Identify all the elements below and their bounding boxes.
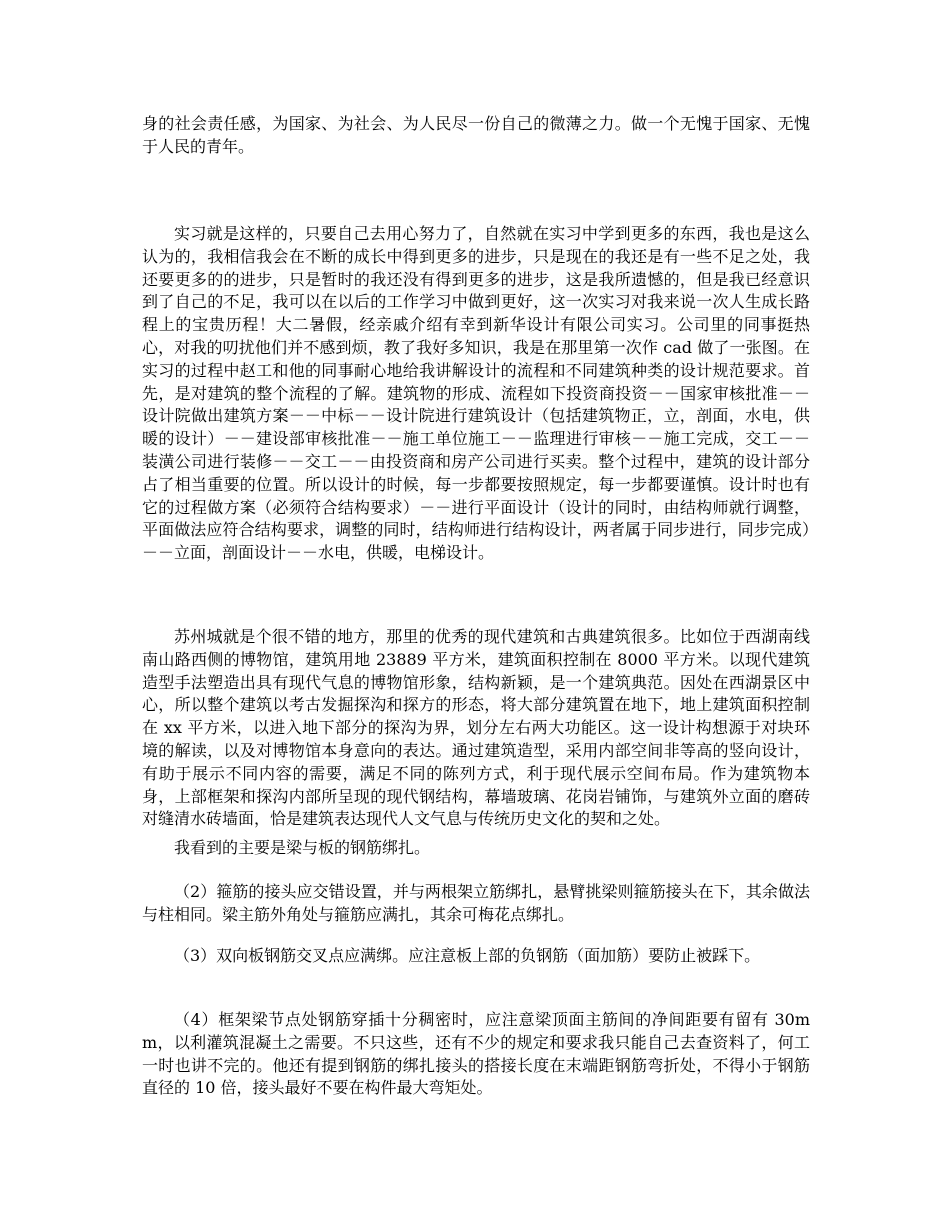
paragraph-continuation: 身的社会责任感，为国家、为社会、为人民尽一份自己的微薄之力。做一个无愧于国家、无愧于人民的青年。 [142, 114, 810, 156]
paragraph-rebar-intro: 我看到的主要是梁与板的钢筋绑扎。 [174, 838, 431, 857]
paragraph-item-2: （2）箍筋的接头应交错设置，并与两根架立筋绑扎，悬臂挑梁则箍筋接头在下，其余做法与柱相同。梁主筋外角处与箍筋应满扎，其余可梅花点绑扎。 [142, 882, 810, 924]
paragraph-internship: 实习就是这样的，只要自己去用心努力了，自然就在实习中学到更多的东西，我也是这么认为的，我相信我会在不断的成长中得到更多的进步，只是现在的我还是有一些不足之处，我还要更多的的进步，只是暂时的我还没有得到更多的进步，这是我所遗憾的，但是我已经意识到了自己的不足，我可以在以后的工作学习中做到更好，这一次实习对我来说一次人生成长路程上的宝贵历程！大二暑假，经亲戚介绍有幸到新华设计有限公司实习。公司里的同事挺热心，对我的叨扰他们并不感到烦，教了我好多知识，我是在那里第一次作 cad 做了一张图。在实习的过程中赵工和他的同事耐心地给我讲解设计的流程和不同建筑种类的设计规范要求。首先，是对建筑的整个流程的了解。建筑物的形成、流程如下投资商投资－－国家审核批准－－设计院做出建筑方案－－中标－－设计院进行建筑设计（包括建筑物正，立，剖面，水电，供暖的设计）－－建设部审核批准－－施工单位施工－－监理进行审核－－施工完成，交工－－装潢公司进行装修－－交工－－由投资商和房产公司进行买卖。整个过程中，建筑的设计部分占了相当重要的位置。所以设计的时候，每一步都要按照规定，每一步都要谨慎。设计时也有它的过程做方案（必须符合结构要求）－－进行平面设计（设计的同时，由结构师就行调整，平面做法应符合结构要求，调整的同时，结构师进行结构设计，两者属于同步进行，同步完成）－－立面，剖面设计－－水电，供暖，电梯设计。 [142, 224, 810, 563]
paragraph-suzhou-museum: 苏州城就是个很不错的地方，那里的优秀的现代建筑和古典建筑很多。比如位于西湖南线南山路西侧的博物馆，建筑用地 23889 平方米，建筑面积控制在 8000 平方米。以现代建筑造型手法塑造出具有现代气息的博物馆形象，结构新颖，是一个建筑典范。因处在西湖景区中心，所以整个建筑以考古发掘探沟和探方的形态，将大部分建筑置在地下，地上建筑面积控制在 xx 平方米，以进入地下部分的探沟为界，划分左右两大功能区。这一设计构想源于对块环境的解读，以及对博物馆本身意向的表达。通过建筑造型，采用内部空间非等高的竖向设计，有助于展示不同内容的需要，满足不同的陈列方式，利于现代展示空间布局。作为建筑物本身，上部框架和探沟内部所呈现的现代钢结构，幕墙玻璃、花岗岩铺饰，与建筑外立面的磨砖对缝清水砖墙面，恰是建筑表达现代人文气息与传统历史文化的契和之处。 [142, 627, 810, 829]
paragraph-item-4: （4）框架梁节点处钢筋穿插十分稠密时，应注意梁顶面主筋间的净间距要有留有 30mm，以利灌筑混凝土之需要。不只这些，还有不少的规定和要求我只能自己去查资料了，何工一时也讲不完的。他还有提到钢筋的绑扎接头的搭接长度在末端距钢筋弯折处，不得小于钢筋直径的 10 倍，接头最好不要在构件最大弯矩处。 [142, 1010, 810, 1098]
paragraph-item-3: （3）双向板钢筋交叉点应满绑。应注意板上部的负钢筋（面加筋）要防止被踩下。 [174, 946, 761, 965]
